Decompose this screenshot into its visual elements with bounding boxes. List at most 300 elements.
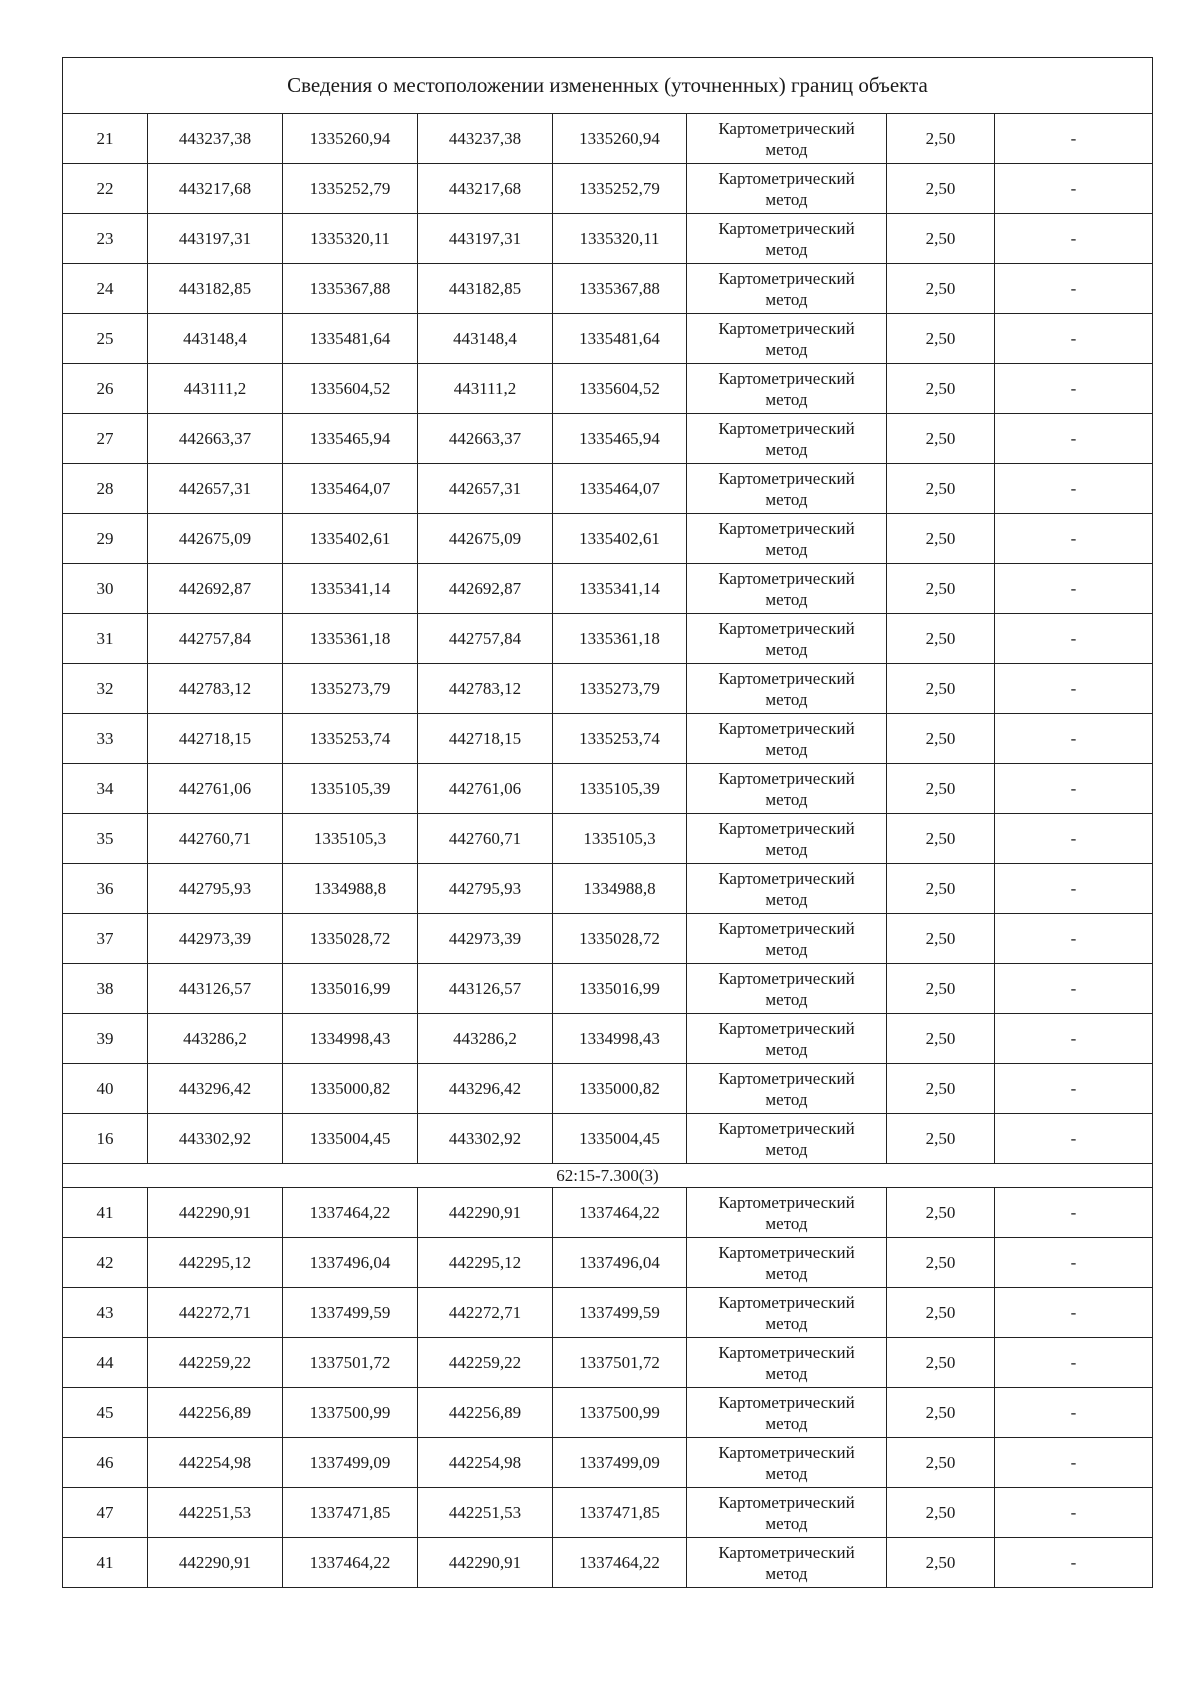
table-row <box>63 914 1153 964</box>
y-new-cell: 1335402,61 <box>553 514 687 564</box>
table-row <box>63 1188 1153 1238</box>
point-number-cell: 28 <box>63 464 148 514</box>
method-line-1: Картометрический <box>718 1392 855 1412</box>
accuracy-cell: 2,50 <box>887 1488 995 1538</box>
point-number-cell: 38 <box>63 964 148 1014</box>
table-row <box>63 1338 1153 1388</box>
accuracy-cell: 2,50 <box>887 514 995 564</box>
point-number-cell: 24 <box>63 264 148 314</box>
y-existing-cell: 1335361,18 <box>283 614 418 664</box>
y-new-cell: 1335016,99 <box>553 964 687 1014</box>
x-new-cell: 442290,91 <box>418 1538 553 1588</box>
method-cell <box>687 414 887 464</box>
method-line-2: метод <box>765 1039 808 1059</box>
table-row <box>63 1438 1153 1488</box>
method-line-1: Картометрический <box>718 1542 855 1562</box>
point-number-cell: 31 <box>63 614 148 664</box>
method-cell <box>687 1014 887 1064</box>
note-cell: - <box>995 964 1153 1014</box>
accuracy-cell: 2,50 <box>887 1114 995 1164</box>
note-cell: - <box>995 1238 1153 1288</box>
table-title-row <box>63 58 1153 114</box>
point-number-cell: 25 <box>63 314 148 364</box>
point-number-cell: 23 <box>63 214 148 264</box>
y-existing-cell: 1335367,88 <box>283 264 418 314</box>
x-existing-cell: 443126,57 <box>148 964 283 1014</box>
y-new-cell: 1335361,18 <box>553 614 687 664</box>
point-number-cell: 40 <box>63 1064 148 1114</box>
x-existing-cell: 442295,12 <box>148 1238 283 1288</box>
y-new-cell: 1337499,09 <box>553 1438 687 1488</box>
point-number-cell: 47 <box>63 1488 148 1538</box>
method-line-1: Картометрический <box>718 1068 855 1088</box>
x-new-cell: 442295,12 <box>418 1238 553 1288</box>
method-line-1: Картометрический <box>718 1442 855 1462</box>
y-existing-cell: 1335273,79 <box>283 664 418 714</box>
x-new-cell: 442256,89 <box>418 1388 553 1438</box>
table-row <box>63 714 1153 764</box>
method-line-2: метод <box>765 1363 808 1383</box>
method-cell <box>687 214 887 264</box>
point-number-cell: 22 <box>63 164 148 214</box>
point-number-cell: 26 <box>63 364 148 414</box>
y-existing-cell: 1337464,22 <box>283 1188 418 1238</box>
note-cell: - <box>995 214 1153 264</box>
method-line-1: Картометрический <box>718 168 855 188</box>
x-new-cell: 442718,15 <box>418 714 553 764</box>
table-title: Сведения о местоположении измененных (уточненных) границ объекта <box>63 58 1153 114</box>
note-cell: - <box>995 814 1153 864</box>
point-number-cell: 44 <box>63 1338 148 1388</box>
note-cell: - <box>995 264 1153 314</box>
method-cell <box>687 1488 887 1538</box>
method-line-1: Картометрический <box>718 968 855 988</box>
point-number-cell: 39 <box>63 1014 148 1064</box>
accuracy-cell: 2,50 <box>887 1014 995 1064</box>
x-existing-cell: 442761,06 <box>148 764 283 814</box>
method-line-2: метод <box>765 989 808 1009</box>
x-existing-cell: 442757,84 <box>148 614 283 664</box>
y-new-cell: 1335367,88 <box>553 264 687 314</box>
x-existing-cell: 443197,31 <box>148 214 283 264</box>
method-line-2: метод <box>765 889 808 909</box>
note-cell: - <box>995 1014 1153 1064</box>
y-existing-cell: 1334988,8 <box>283 864 418 914</box>
table-row <box>63 364 1153 414</box>
table-row <box>63 414 1153 464</box>
note-cell: - <box>995 1488 1153 1538</box>
method-cell <box>687 1338 887 1388</box>
method-line-2: метод <box>765 289 808 309</box>
point-number-cell: 35 <box>63 814 148 864</box>
method-cell <box>687 664 887 714</box>
note-cell: - <box>995 1114 1153 1164</box>
y-existing-cell: 1337501,72 <box>283 1338 418 1388</box>
point-number-cell: 30 <box>63 564 148 614</box>
y-existing-cell: 1337464,22 <box>283 1538 418 1588</box>
method-cell <box>687 814 887 864</box>
table-row <box>63 764 1153 814</box>
y-existing-cell: 1335604,52 <box>283 364 418 414</box>
x-existing-cell: 443182,85 <box>148 264 283 314</box>
note-cell: - <box>995 614 1153 664</box>
point-number-cell: 41 <box>63 1538 148 1588</box>
method-line-1: Картометрический <box>718 1242 855 1262</box>
accuracy-cell: 2,50 <box>887 214 995 264</box>
x-existing-cell: 442760,71 <box>148 814 283 864</box>
x-new-cell: 442657,31 <box>418 464 553 514</box>
x-new-cell: 443197,31 <box>418 214 553 264</box>
method-line-1: Картометрический <box>718 618 855 638</box>
x-new-cell: 442761,06 <box>418 764 553 814</box>
point-number-cell: 27 <box>63 414 148 464</box>
x-existing-cell: 442259,22 <box>148 1338 283 1388</box>
x-existing-cell: 443296,42 <box>148 1064 283 1114</box>
x-existing-cell: 442256,89 <box>148 1388 283 1438</box>
x-new-cell: 442290,91 <box>418 1188 553 1238</box>
y-new-cell: 1335253,74 <box>553 714 687 764</box>
x-existing-cell: 443302,92 <box>148 1114 283 1164</box>
y-new-cell: 1335105,39 <box>553 764 687 814</box>
x-new-cell: 443217,68 <box>418 164 553 214</box>
method-line-1: Картометрический <box>718 1342 855 1362</box>
table-row <box>63 1488 1153 1538</box>
accuracy-cell: 2,50 <box>887 614 995 664</box>
y-new-cell: 1334998,43 <box>553 1014 687 1064</box>
point-number-cell: 45 <box>63 1388 148 1438</box>
method-line-1: Картометрический <box>718 1492 855 1512</box>
y-new-cell: 1337471,85 <box>553 1488 687 1538</box>
x-new-cell: 442251,53 <box>418 1488 553 1538</box>
method-line-2: метод <box>765 1213 808 1233</box>
y-new-cell: 1335341,14 <box>553 564 687 614</box>
note-cell: - <box>995 1338 1153 1388</box>
table-row <box>63 1538 1153 1588</box>
table-row <box>63 264 1153 314</box>
y-new-cell: 1334988,8 <box>553 864 687 914</box>
method-line-2: метод <box>765 1463 808 1483</box>
x-existing-cell: 442251,53 <box>148 1488 283 1538</box>
table-row <box>63 664 1153 714</box>
x-new-cell: 442973,39 <box>418 914 553 964</box>
method-line-2: метод <box>765 1263 808 1283</box>
y-existing-cell: 1335016,99 <box>283 964 418 1014</box>
method-line-1: Картометрический <box>718 718 855 738</box>
point-number-cell: 29 <box>63 514 148 564</box>
note-cell: - <box>995 764 1153 814</box>
method-line-1: Картометрический <box>718 668 855 688</box>
x-existing-cell: 442718,15 <box>148 714 283 764</box>
x-existing-cell: 443217,68 <box>148 164 283 214</box>
y-new-cell: 1335465,94 <box>553 414 687 464</box>
method-cell <box>687 1388 887 1438</box>
note-cell: - <box>995 314 1153 364</box>
y-existing-cell: 1335004,45 <box>283 1114 418 1164</box>
method-line-1: Картометрический <box>718 868 855 888</box>
y-existing-cell: 1335028,72 <box>283 914 418 964</box>
x-existing-cell: 443286,2 <box>148 1014 283 1064</box>
method-cell <box>687 614 887 664</box>
method-line-2: метод <box>765 1089 808 1109</box>
accuracy-cell: 2,50 <box>887 1438 995 1488</box>
accuracy-cell: 2,50 <box>887 1338 995 1388</box>
x-new-cell: 442783,12 <box>418 664 553 714</box>
accuracy-cell: 2,50 <box>887 264 995 314</box>
note-cell: - <box>995 1064 1153 1114</box>
note-cell: - <box>995 564 1153 614</box>
method-cell <box>687 1538 887 1588</box>
x-existing-cell: 442272,71 <box>148 1288 283 1338</box>
accuracy-cell: 2,50 <box>887 1188 995 1238</box>
table-row <box>63 214 1153 264</box>
y-new-cell: 1335260,94 <box>553 114 687 164</box>
y-existing-cell: 1335464,07 <box>283 464 418 514</box>
accuracy-cell: 2,50 <box>887 314 995 364</box>
method-line-2: метод <box>765 689 808 709</box>
x-new-cell: 442692,87 <box>418 564 553 614</box>
method-line-2: метод <box>765 739 808 759</box>
method-cell <box>687 764 887 814</box>
y-existing-cell: 1334998,43 <box>283 1014 418 1064</box>
note-cell: - <box>995 164 1153 214</box>
table-row <box>63 864 1153 914</box>
method-line-1: Картометрический <box>718 768 855 788</box>
x-existing-cell: 442290,91 <box>148 1538 283 1588</box>
x-new-cell: 443286,2 <box>418 1014 553 1064</box>
y-new-cell: 1337496,04 <box>553 1238 687 1288</box>
table-row <box>63 564 1153 614</box>
y-new-cell: 1335320,11 <box>553 214 687 264</box>
y-existing-cell: 1337499,59 <box>283 1288 418 1338</box>
table-row <box>63 1288 1153 1338</box>
method-cell <box>687 1188 887 1238</box>
y-new-cell: 1337501,72 <box>553 1338 687 1388</box>
y-existing-cell: 1335105,39 <box>283 764 418 814</box>
y-existing-cell: 1335402,61 <box>283 514 418 564</box>
accuracy-cell: 2,50 <box>887 864 995 914</box>
accuracy-cell: 2,50 <box>887 414 995 464</box>
x-new-cell: 442757,84 <box>418 614 553 664</box>
x-existing-cell: 442973,39 <box>148 914 283 964</box>
section-label: 62:15-7.300(3) <box>63 1164 1153 1188</box>
accuracy-cell: 2,50 <box>887 164 995 214</box>
method-line-2: метод <box>765 389 808 409</box>
table-row <box>63 1388 1153 1438</box>
y-new-cell: 1335481,64 <box>553 314 687 364</box>
x-existing-cell: 443148,4 <box>148 314 283 364</box>
note-cell: - <box>995 514 1153 564</box>
table-body <box>63 58 1153 1588</box>
x-existing-cell: 442795,93 <box>148 864 283 914</box>
method-line-1: Картометрический <box>718 468 855 488</box>
point-number-cell: 46 <box>63 1438 148 1488</box>
point-number-cell: 36 <box>63 864 148 914</box>
x-existing-cell: 442254,98 <box>148 1438 283 1488</box>
x-new-cell: 443182,85 <box>418 264 553 314</box>
x-new-cell: 443111,2 <box>418 364 553 414</box>
table-row <box>63 464 1153 514</box>
method-line-2: метод <box>765 139 808 159</box>
table-row <box>63 1014 1153 1064</box>
y-existing-cell: 1335341,14 <box>283 564 418 614</box>
method-cell <box>687 1114 887 1164</box>
y-existing-cell: 1335260,94 <box>283 114 418 164</box>
accuracy-cell: 2,50 <box>887 914 995 964</box>
method-cell <box>687 164 887 214</box>
y-existing-cell: 1337496,04 <box>283 1238 418 1288</box>
x-existing-cell: 442290,91 <box>148 1188 283 1238</box>
point-number-cell: 32 <box>63 664 148 714</box>
x-new-cell: 442259,22 <box>418 1338 553 1388</box>
point-number-cell: 21 <box>63 114 148 164</box>
y-existing-cell: 1335105,3 <box>283 814 418 864</box>
x-new-cell: 443296,42 <box>418 1064 553 1114</box>
point-number-cell: 33 <box>63 714 148 764</box>
point-number-cell: 37 <box>63 914 148 964</box>
method-line-2: метод <box>765 939 808 959</box>
point-number-cell: 42 <box>63 1238 148 1288</box>
table-row <box>63 1114 1153 1164</box>
y-new-cell: 1337464,22 <box>553 1188 687 1238</box>
x-new-cell: 442760,71 <box>418 814 553 864</box>
accuracy-cell: 2,50 <box>887 664 995 714</box>
note-cell: - <box>995 864 1153 914</box>
method-cell <box>687 964 887 1014</box>
method-line-1: Картометрический <box>718 268 855 288</box>
table-row <box>63 1064 1153 1114</box>
table-row <box>63 964 1153 1014</box>
method-line-1: Картометрический <box>718 818 855 838</box>
accuracy-cell: 2,50 <box>887 464 995 514</box>
method-line-1: Картометрический <box>718 1292 855 1312</box>
method-line-2: метод <box>765 539 808 559</box>
method-line-1: Картометрический <box>718 218 855 238</box>
method-line-2: метод <box>765 439 808 459</box>
method-line-1: Картометрический <box>718 568 855 588</box>
y-new-cell: 1335464,07 <box>553 464 687 514</box>
method-cell <box>687 864 887 914</box>
method-line-1: Картометрический <box>718 918 855 938</box>
note-cell: - <box>995 1188 1153 1238</box>
y-new-cell: 1335105,3 <box>553 814 687 864</box>
method-line-2: метод <box>765 839 808 859</box>
y-new-cell: 1335028,72 <box>553 914 687 964</box>
y-new-cell: 1337500,99 <box>553 1388 687 1438</box>
note-cell: - <box>995 1288 1153 1338</box>
accuracy-cell: 2,50 <box>887 814 995 864</box>
method-line-2: метод <box>765 1313 808 1333</box>
x-new-cell: 443302,92 <box>418 1114 553 1164</box>
x-existing-cell: 443237,38 <box>148 114 283 164</box>
table-row <box>63 164 1153 214</box>
accuracy-cell: 2,50 <box>887 1388 995 1438</box>
method-cell <box>687 264 887 314</box>
table-row <box>63 514 1153 564</box>
note-cell: - <box>995 1388 1153 1438</box>
method-line-2: метод <box>765 1513 808 1533</box>
method-cell <box>687 514 887 564</box>
x-new-cell: 443148,4 <box>418 314 553 364</box>
note-cell: - <box>995 714 1153 764</box>
method-line-2: метод <box>765 1413 808 1433</box>
boundary-coordinates-table <box>62 57 1153 1588</box>
table-row <box>63 314 1153 364</box>
point-number-cell: 34 <box>63 764 148 814</box>
y-new-cell: 1337464,22 <box>553 1538 687 1588</box>
x-existing-cell: 442663,37 <box>148 414 283 464</box>
x-existing-cell: 442783,12 <box>148 664 283 714</box>
method-line-1: Картометрический <box>718 1118 855 1138</box>
x-existing-cell: 443111,2 <box>148 364 283 414</box>
note-cell: - <box>995 414 1153 464</box>
y-existing-cell: 1335320,11 <box>283 214 418 264</box>
y-existing-cell: 1335000,82 <box>283 1064 418 1114</box>
method-cell <box>687 714 887 764</box>
method-line-2: метод <box>765 1139 808 1159</box>
accuracy-cell: 2,50 <box>887 1064 995 1114</box>
x-new-cell: 442254,98 <box>418 1438 553 1488</box>
method-cell <box>687 364 887 414</box>
y-new-cell: 1335004,45 <box>553 1114 687 1164</box>
accuracy-cell: 2,50 <box>887 364 995 414</box>
method-line-2: метод <box>765 589 808 609</box>
y-new-cell: 1335604,52 <box>553 364 687 414</box>
method-cell <box>687 1438 887 1488</box>
table-row <box>63 114 1153 164</box>
method-cell <box>687 564 887 614</box>
note-cell: - <box>995 114 1153 164</box>
accuracy-cell: 2,50 <box>887 114 995 164</box>
y-existing-cell: 1335252,79 <box>283 164 418 214</box>
point-number-cell: 16 <box>63 1114 148 1164</box>
table-row <box>63 1238 1153 1288</box>
method-cell <box>687 1238 887 1288</box>
note-cell: - <box>995 364 1153 414</box>
y-existing-cell: 1337471,85 <box>283 1488 418 1538</box>
method-line-2: метод <box>765 239 808 259</box>
method-line-1: Картометрический <box>718 1018 855 1038</box>
x-existing-cell: 442692,87 <box>148 564 283 614</box>
method-line-1: Картометрический <box>718 518 855 538</box>
y-existing-cell: 1335481,64 <box>283 314 418 364</box>
accuracy-cell: 2,50 <box>887 964 995 1014</box>
table-row <box>63 614 1153 664</box>
accuracy-cell: 2,50 <box>887 764 995 814</box>
y-existing-cell: 1337499,09 <box>283 1438 418 1488</box>
method-cell <box>687 464 887 514</box>
method-cell <box>687 1288 887 1338</box>
y-new-cell: 1335273,79 <box>553 664 687 714</box>
accuracy-cell: 2,50 <box>887 564 995 614</box>
method-line-1: Картометрический <box>718 318 855 338</box>
x-existing-cell: 442675,09 <box>148 514 283 564</box>
y-existing-cell: 1335253,74 <box>283 714 418 764</box>
method-line-1: Картометрический <box>718 118 855 138</box>
accuracy-cell: 2,50 <box>887 1238 995 1288</box>
accuracy-cell: 2,50 <box>887 714 995 764</box>
method-line-2: метод <box>765 1563 808 1583</box>
method-cell <box>687 1064 887 1114</box>
method-cell <box>687 314 887 364</box>
x-new-cell: 442675,09 <box>418 514 553 564</box>
section-divider-row <box>63 1164 1153 1188</box>
y-existing-cell: 1337500,99 <box>283 1388 418 1438</box>
method-line-1: Картометрический <box>718 1192 855 1212</box>
note-cell: - <box>995 664 1153 714</box>
x-new-cell: 442272,71 <box>418 1288 553 1338</box>
method-line-2: метод <box>765 489 808 509</box>
method-line-2: метод <box>765 189 808 209</box>
